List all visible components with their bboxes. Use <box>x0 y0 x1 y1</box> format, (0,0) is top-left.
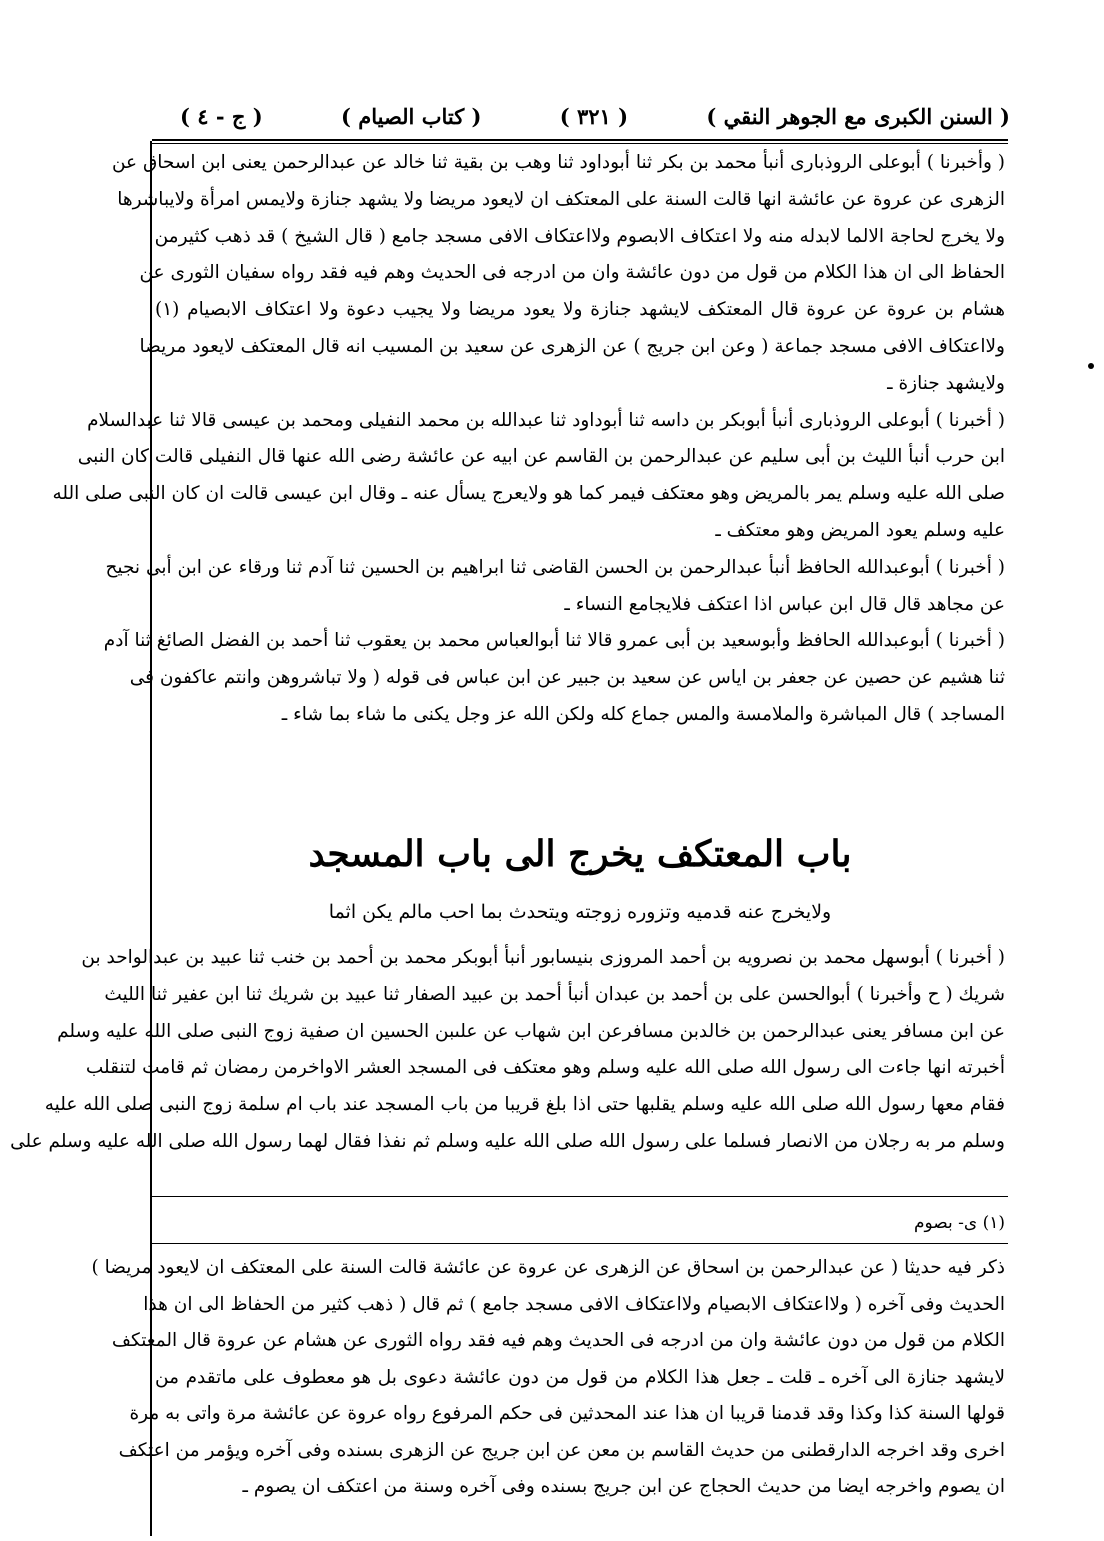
chapter-subtitle: ولايخرج عنه قدميه وتزوره زوجته ويتحدث بما احب مالم يكن اثما <box>328 901 832 923</box>
commentary-line: لايشهد جنازة الى آخره ـ قلت ـ جعل هذا الكلام من قول من دون عائشة دعوى بل هو معطوف على ماتقدم من <box>155 1366 1005 1388</box>
text-line: وسلم مر به رجلان من الانصار فسلما على رسول الله صلى الله عليه وسلم ثم نفذا فقال لهما رسول الله صلى الله عليه وسلم على <box>10 1130 1005 1152</box>
text-line: ولا يخرج لحاجة الالما لابدله منه ولا اعتكاف الابصوم ولااعتكاف الافى مسجد جامع ( قال الشيخ ) قد ذهب كثيرمن <box>154 225 1005 247</box>
text-line: أخبرته انها جاءت الى رسول الله صلى الله عليه وسلم وهو معتكف فى المسجد العشر الاواخرمن رمضان ثم قامت لتنقلب <box>85 1057 1005 1079</box>
text-line: ( وأخبرنا ) أبوعلى الروذبارى أنبأ محمد بن بكر ثنا أبوداود ثنا وهب بن بقية ثنا خالد عن عبدالرحمن يعنى ابن اسحاق عن <box>111 152 1005 173</box>
book-title: ( السنن الكبرى مع الجوهر النقي ) <box>706 103 1010 129</box>
page-number: ( ٣٢١ ) <box>559 103 629 129</box>
footnote-rule <box>152 1196 1008 1197</box>
main-text-2 <box>10 940 1005 1161</box>
section-title: ( كتاب الصيام ) <box>340 103 482 129</box>
text-line: ( أخبرنا ) أبوعبدالله الحافظ وأبوسعيد بن أبى عمرو قالا ثنا أبوالعباس محمد بن يعقوب ثنا أحمد بن الفضل الصائغ ثنا آدم <box>103 630 1005 652</box>
text-line: ( أخبرنا ) أبوعلى الروذبارى أنبأ أبوبكر بن داسه ثنا أبوداود ثنا عبدالله بن محمد النفيلى ومحمد بن عيسى قالا ثنا عبدالسلام <box>87 409 1005 431</box>
text-line: صلى الله عليه وسلم يمر بالمريض وهو معتكف فيمر كما هو ولايعرج يسأل عنه ـ وقال ابن عيسى قالت ان كان النبى صلى الله <box>52 483 1005 505</box>
text-line: ولايشهد جنازة ـ <box>887 372 1005 394</box>
text-line: هشام بن عروة عن عروة قال المعتكف لايشهد جنازة ولا يعود مريضا ولا يجيب دعوة ولا اعتكاف الابصيام (١) <box>155 299 1005 321</box>
commentary-rule <box>152 1243 1008 1244</box>
commentary-line: قولها السنة كذا وكذا وقد قدمنا قريبا ان هذا عند المحدثين فى حكم المرفوع رواه عروة عن عائشة مرة واتى به مرة <box>129 1403 1005 1424</box>
text-line: شريك ( ح وأخبرنا ) أبوالحسن على بن أحمد بن عبدان أنبأ أحمد بن عبيد الصفار ثنا عبيد بن شريك ثنا ابن عفير ثنا الليث <box>104 983 1005 1005</box>
footnote: (١) ى- بصوم <box>913 1213 1005 1233</box>
commentary-line: الحديث وفى آخره ( ولااعتكاف الابصيام ولااعتكاف الافى مسجد جامع ) ثم قال ( ذهب كثير من الحفاظ الى ان هذا <box>143 1293 1005 1315</box>
commentary-line: ذكر فيه حديثا ( عن عبدالرحمن بن اسحاق عن الزهرى عن عروة عن عائشة قالت السنة على المعتكف ان لايعود مريضا ) <box>91 1257 1005 1278</box>
text-line: ( أخبرنا ) أبوسهل محمد بن نصرويه بن أحمد المروزى بنيسابور أنبأ أبوبكر محمد بن أحمد بن خنب ثنا عبيد بن عبدالواحد بن <box>81 947 1005 968</box>
text-line: الحفاظ الى ان هذا الكلام من قول من دون عائشة وان من ادرجه فى الحديث وهم فيه فقد رواه سفيان الثورى عن <box>139 262 1005 284</box>
commentary-text <box>91 1250 1005 1506</box>
text-line: الزهرى عن عروة عن عائشة انها قالت السنة على المعتكف ان لايعود مريضا ولا يشهد جنازة ولايمس امرأة ولايباشرها <box>117 188 1005 210</box>
text-line: عن مجاهد قال قال ابن عباس اذا اعتكف فلايجامع النساء ـ <box>564 593 1005 615</box>
main-text <box>52 145 1005 734</box>
margin-mark <box>1088 363 1094 369</box>
text-line: فقام معها رسول الله صلى الله عليه وسلم يقلبها حتى اذا بلغ قريبا من باب المسجد عند باب ام سلمة زوج النبى صلى الله عليه <box>44 1094 1005 1116</box>
text-line: ابن حرب أنبأ الليث بن أبى سليم عن عبدالرحمن بن القاسم عن ابيه عن عائشة رضى الله عنها قال النفيلى قالت كان النبى <box>77 446 1005 468</box>
volume-label: ( ج - ٤ ) <box>180 103 263 129</box>
text-line: ولااعتكاف الافى مسجد جماعة ( وعن ابن جريج ) عن الزهرى عن سعيد بن المسيب انه قال المعتكف لايعود مريضا <box>139 335 1005 357</box>
page-header <box>180 96 1010 136</box>
commentary-line: ان يصوم واخرجه ايضا من حديث الحجاج عن ابن جريج بسنده وفى آخره وسنة من اعتكف ان يصوم ـ <box>242 1476 1005 1497</box>
text-line: ثنا هشيم عن حصين عن جعفر بن اياس عن سعيد بن جبير عن ابن عباس فى قوله ( ولا تباشروهن وانتم عاكفون فى <box>129 667 1005 689</box>
commentary-line: الكلام من قول من دون عائشة وان من ادرجه فى الحديث وهم فيه فقد رواه الثورى عن هشام عن عروة قال المعتكف <box>111 1330 1005 1351</box>
header-rule <box>152 139 1008 141</box>
commentary-line: اخرى وقد اخرجه الدارقطنى من حديث القاسم بن معن عن ابن جريج عن الزهرى بسنده وفى آخره ويؤمر من اعتكف <box>118 1439 1005 1461</box>
text-line: المساجد ) قال المباشرة والملامسة والمس جماع كله ولكن الله عز وجل يكنى ما شاء بما شاء ـ <box>281 703 1005 725</box>
text-line: عن ابن مسافر يعنى عبدالرحمن بن خالدبن مسافرعن ابن شهاب عن علىبن الحسين ان صفية زوج النبى صلى الله عليه وسلم <box>57 1020 1005 1042</box>
text-line: عليه وسلم يعود المريض وهو معتكف ـ <box>715 519 1005 541</box>
text-line: ( أخبرنا ) أبوعبدالله الحافظ أنبأ عبدالرحمن بن الحسن القاضى ثنا ابراهيم بن الحسين ثنا آدم ثنا ورقاء عن ابن أبى نجيح <box>105 556 1005 578</box>
chapter-title: باب المعتكف يخرج الى باب المسجد <box>308 833 852 875</box>
header-rule-2 <box>152 143 1008 144</box>
